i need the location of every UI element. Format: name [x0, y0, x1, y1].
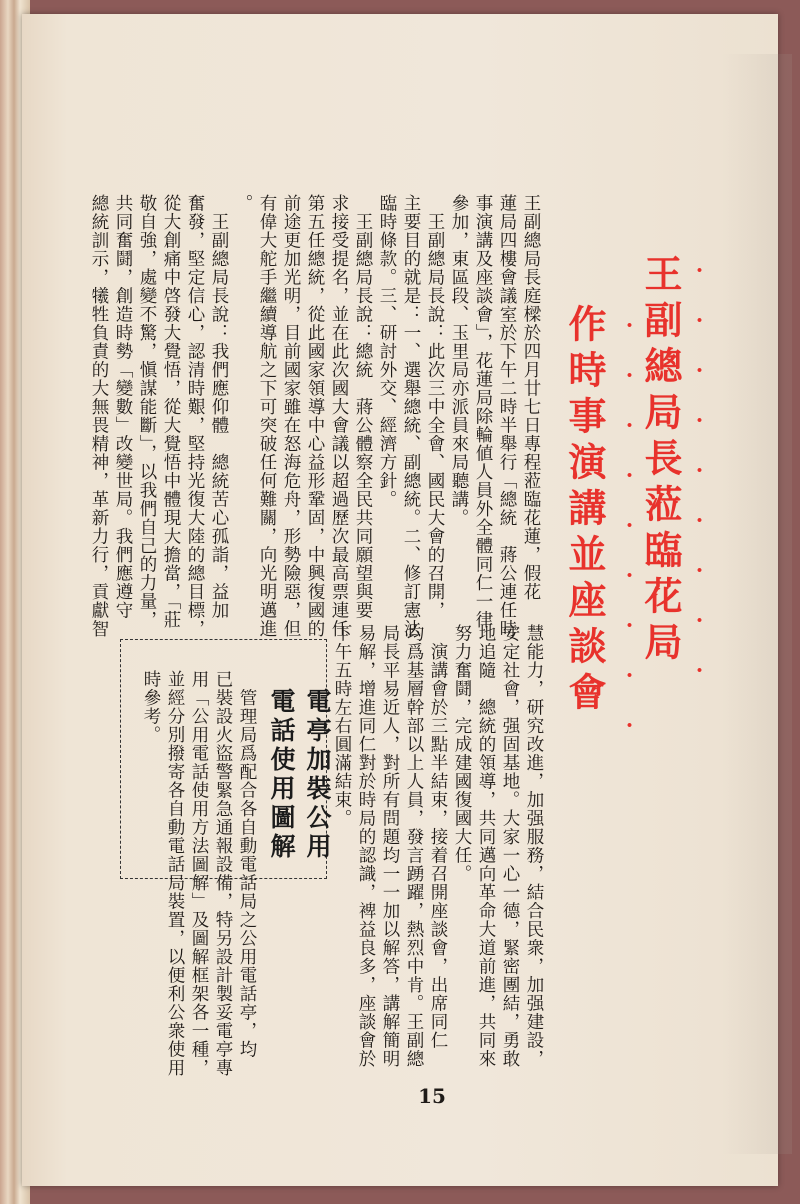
- page-bleed-through: [722, 54, 792, 1154]
- notice-title: 電亭加裝公用電話使用圖解: [267, 688, 332, 862]
- page-number: 15: [418, 1084, 446, 1108]
- article-body-upper: 王副總局長庭樑於四月廿七日專程蒞臨花蓮，假花 蓮局四樓會議室於下午二時半舉行「總統 蔣公連任時 事演講及座談會」，花蓮局除輪値人員外全體同仁一律 參加，東區段、玉里局亦派員來局聽講。 王副總局長說：此次三中全會、國民大會的召開， 主要目的就是：一、選舉總統、副總統。二、修訂憲法 臨時條款。三、研討外交、經濟方針。 王副總局長說：總統 蔣公體察全民共同願望與要 求接受提名，並在此次國大會議以超過歷次最高票連任 第五任總統，從此國家領導中心益形鞏固，中興復國的 前途更加光明，目前國家雖在怒海危舟，形勢險惡，但 有偉大舵手繼續導航之下可突破任何難關，向光明邁進 。 王副總局長說：我們應仰體 總統苦心孤詣，益加 奮發，堅定信心，認清時艱，堅持光復大陸的總目標， 從大創痛中啓發大覺悟，從大覺悟中體現大擔當，「莊 敬自強，處變不驚，愼謀能斷」，以我們自己的力量， 共同奮鬪，創造時勢「變數」改變世局。我們應遵守 總統訓示，犧牲負責的大無畏精神，革新力行，貢獻智: [89, 194, 541, 638]
- notice-box: [120, 639, 332, 1077]
- book-page: [22, 14, 778, 1186]
- article-title-line-2: 作時事演講並座談會: [562, 304, 607, 718]
- article-body-lower: 慧能力，研究改進，加强服務，結合民衆，加强建設， 安定社會，强固基地。大家一心一德，緊密團結，勇敢 地追隨 總統的領導，共同邁向革命大道前進，共同來 努力奮鬪，完成建國復國大任。 演講會於三點半結束，接着召開座談會，出席同仁 均爲基層幹部以上人員，發言踴躍，熱烈中肯。王副總 局長平易近人，對所有問題均一一加以解答，講解簡明 易解，增進同仁對於時局的認識，裨益良多，座談會於 下午五時左右圓滿結束。: [332, 624, 544, 1068]
- article-title-line-1: 王副總局長蒞臨花局: [638, 254, 683, 668]
- title-ornament-dots-right: ・・・・・・・・・: [685, 259, 710, 709]
- notice-body: 管理局爲配合各自動電話局之公用電話亭，均 已裝設火盜警緊急通報設備，特另設計製妥電亭專 用「公用電話使用方法圖解」及圖解框架各一種， 並經分別撥寄各自動電話局裝置，以便利公衆使用 時參考。: [141, 670, 257, 1077]
- title-ornament-dots-left: ・・・・・・・・・: [615, 314, 640, 764]
